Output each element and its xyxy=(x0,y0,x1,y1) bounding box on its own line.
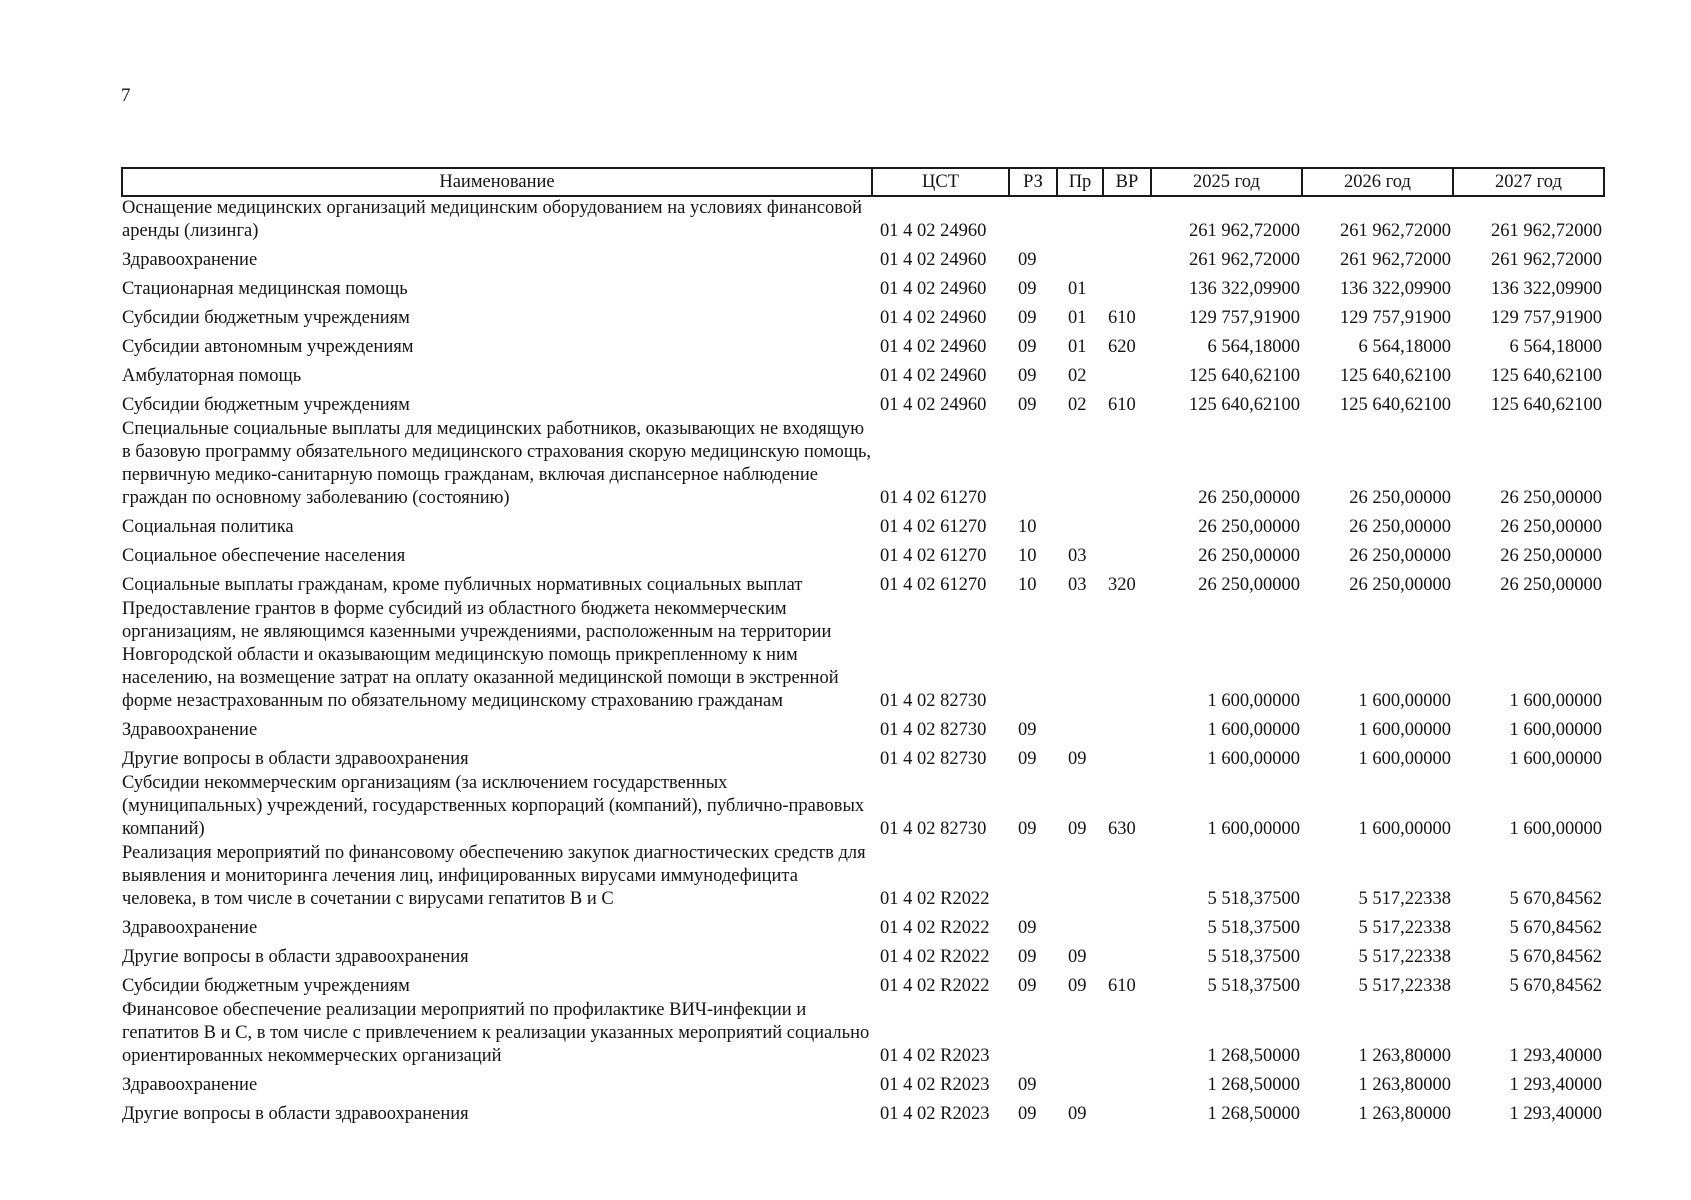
row-amount-2026: 1 263,80000 xyxy=(1358,1046,1451,1066)
row-cst: 01 4 02 61270 xyxy=(880,517,987,537)
row-vr xyxy=(1103,1098,1151,1127)
row-amount-2025: 26 250,00000 xyxy=(1198,517,1300,537)
table-row xyxy=(122,598,1604,714)
table-body xyxy=(122,196,1604,1127)
row-vr xyxy=(1103,1069,1151,1098)
row-vr xyxy=(1103,418,1151,511)
row-rz xyxy=(1009,598,1057,714)
row-rz xyxy=(1009,999,1057,1069)
row-amount-2026: 1 600,00000 xyxy=(1358,819,1451,839)
row-amount-2027: 125 640,62100 xyxy=(1491,366,1602,386)
row-amount-2026: 5 517,22338 xyxy=(1358,918,1451,938)
row-cst: 01 4 02 R2023 xyxy=(880,1075,990,1095)
row-rz: 09 xyxy=(1018,250,1037,270)
row-cst: 01 4 02 24960 xyxy=(880,250,987,270)
row-vr: 610 xyxy=(1108,395,1136,415)
row-rz: 09 xyxy=(1018,308,1037,328)
row-vr xyxy=(1103,941,1151,970)
row-cst: 01 4 02 24960 xyxy=(880,279,987,299)
row-amount-2027: 5 670,84562 xyxy=(1509,889,1602,909)
row-cst: 01 4 02 R2023 xyxy=(880,1104,990,1124)
row-amount-2026: 26 250,00000 xyxy=(1349,546,1451,566)
table-row xyxy=(122,912,1604,941)
row-vr xyxy=(1103,842,1151,912)
row-amount-2026: 1 600,00000 xyxy=(1358,720,1451,740)
row-name: Субсидии бюджетным учреждениям xyxy=(122,308,410,328)
row-amount-2026: 1 263,80000 xyxy=(1358,1104,1451,1124)
row-name: Предоставление грантов в форме субсидий из областного бюджета некоммерческим организациям, не являющимся казенными учреждениями, расположенным на территории Новгородской области и оказывающим медицинскую помощь прикрепленному к ним населению, на возмещение затрат на оплату оказанной медицинской помощи в экстренной форме незастрахованным по обязательному медицинскому страхованию гражданам xyxy=(122,599,839,711)
row-amount-2027: 1 600,00000 xyxy=(1509,691,1602,711)
row-vr: 610 xyxy=(1108,976,1136,996)
row-amount-2026: 5 517,22338 xyxy=(1358,947,1451,967)
row-pr xyxy=(1057,912,1103,941)
row-pr xyxy=(1057,999,1103,1069)
row-amount-2025: 1 600,00000 xyxy=(1207,691,1300,711)
row-pr: 01 xyxy=(1068,308,1087,328)
table-row xyxy=(122,389,1604,418)
row-amount-2026: 125 640,62100 xyxy=(1340,366,1451,386)
row-vr xyxy=(1103,360,1151,389)
row-amount-2026: 1 600,00000 xyxy=(1358,749,1451,769)
row-amount-2026: 5 517,22338 xyxy=(1358,889,1451,909)
row-pr: 01 xyxy=(1068,279,1087,299)
row-cst: 01 4 02 82730 xyxy=(880,691,987,711)
row-amount-2025: 261 962,72000 xyxy=(1189,221,1300,241)
row-rz: 10 xyxy=(1018,546,1037,566)
row-rz xyxy=(1009,418,1057,511)
row-pr: 02 xyxy=(1068,366,1087,386)
row-cst: 01 4 02 24960 xyxy=(880,366,987,386)
row-amount-2027: 5 670,84562 xyxy=(1509,976,1602,996)
row-amount-2026: 5 517,22338 xyxy=(1358,976,1451,996)
row-rz xyxy=(1009,842,1057,912)
row-pr xyxy=(1057,511,1103,540)
table-row xyxy=(122,941,1604,970)
row-name: Социальное обеспечение населения xyxy=(122,546,406,566)
row-pr: 03 xyxy=(1068,546,1087,566)
row-amount-2026: 6 564,18000 xyxy=(1358,337,1451,357)
row-amount-2025: 125 640,62100 xyxy=(1189,366,1300,386)
row-pr xyxy=(1057,244,1103,273)
row-amount-2025: 125 640,62100 xyxy=(1189,395,1300,415)
row-amount-2025: 1 600,00000 xyxy=(1207,720,1300,740)
table-row xyxy=(122,273,1604,302)
row-rz xyxy=(1009,196,1057,244)
row-vr: 620 xyxy=(1108,337,1136,357)
row-amount-2027: 125 640,62100 xyxy=(1491,395,1602,415)
row-name: Другие вопросы в области здравоохранения xyxy=(122,1104,469,1124)
row-rz: 09 xyxy=(1018,918,1037,938)
header-row xyxy=(122,168,1604,196)
row-vr xyxy=(1103,540,1151,569)
row-rz: 09 xyxy=(1018,976,1037,996)
row-vr: 630 xyxy=(1108,819,1136,839)
row-vr xyxy=(1103,273,1151,302)
row-pr xyxy=(1057,714,1103,743)
row-amount-2027: 6 564,18000 xyxy=(1509,337,1602,357)
row-amount-2026: 261 962,72000 xyxy=(1340,250,1451,270)
row-rz: 09 xyxy=(1018,1075,1037,1095)
row-rz: 09 xyxy=(1018,947,1037,967)
table-header xyxy=(122,168,1604,196)
row-name: Здравоохранение xyxy=(122,1075,258,1095)
row-amount-2027: 1 600,00000 xyxy=(1509,720,1602,740)
row-vr xyxy=(1103,511,1151,540)
row-pr xyxy=(1057,1069,1103,1098)
table-row xyxy=(122,970,1604,999)
row-name: Амбулаторная помощь xyxy=(122,366,302,386)
row-rz: 09 xyxy=(1018,720,1037,740)
header-2026: 2026 год xyxy=(1302,168,1453,196)
row-cst: 01 4 02 82730 xyxy=(880,819,987,839)
row-amount-2027: 129 757,91900 xyxy=(1491,308,1602,328)
row-amount-2027: 26 250,00000 xyxy=(1500,517,1602,537)
row-rz: 09 xyxy=(1018,819,1037,839)
row-cst: 01 4 02 24960 xyxy=(880,337,987,357)
row-cst: 01 4 02 R2022 xyxy=(880,918,990,938)
row-pr: 02 xyxy=(1068,395,1087,415)
row-name: Другие вопросы в области здравоохранения xyxy=(122,947,469,967)
table-row xyxy=(122,1069,1604,1098)
budget-table xyxy=(121,167,1605,1127)
table-row xyxy=(122,196,1604,244)
row-vr: 610 xyxy=(1108,308,1136,328)
row-amount-2027: 1 293,40000 xyxy=(1509,1104,1602,1124)
row-vr xyxy=(1103,244,1151,273)
row-amount-2026: 136 322,09900 xyxy=(1340,279,1451,299)
row-amount-2025: 1 600,00000 xyxy=(1207,749,1300,769)
row-pr: 03 xyxy=(1068,575,1087,595)
row-rz: 09 xyxy=(1018,366,1037,386)
row-amount-2027: 26 250,00000 xyxy=(1500,575,1602,595)
table-row xyxy=(122,360,1604,389)
row-amount-2026: 1 600,00000 xyxy=(1358,691,1451,711)
table-row xyxy=(122,842,1604,912)
row-vr xyxy=(1103,714,1151,743)
table-row xyxy=(122,743,1604,772)
row-amount-2027: 1 600,00000 xyxy=(1509,749,1602,769)
row-pr: 09 xyxy=(1068,819,1087,839)
row-cst: 01 4 02 24960 xyxy=(880,308,987,328)
row-vr xyxy=(1103,196,1151,244)
table-row xyxy=(122,772,1604,842)
row-amount-2025: 1 600,00000 xyxy=(1207,819,1300,839)
row-vr xyxy=(1103,999,1151,1069)
row-amount-2026: 261 962,72000 xyxy=(1340,221,1451,241)
row-pr: 09 xyxy=(1068,976,1087,996)
row-cst: 01 4 02 R2023 xyxy=(880,1046,990,1066)
row-cst: 01 4 02 61270 xyxy=(880,575,987,595)
row-amount-2025: 26 250,00000 xyxy=(1198,575,1300,595)
row-name: Субсидии автономным учреждениям xyxy=(122,337,414,357)
row-amount-2025: 1 268,50000 xyxy=(1207,1104,1300,1124)
row-pr: 09 xyxy=(1068,947,1087,967)
row-name: Здравоохранение xyxy=(122,720,258,740)
row-vr xyxy=(1103,598,1151,714)
header-2027: 2027 год xyxy=(1453,168,1604,196)
row-cst: 01 4 02 R2022 xyxy=(880,976,990,996)
row-name: Другие вопросы в области здравоохранения xyxy=(122,749,469,769)
row-amount-2026: 129 757,91900 xyxy=(1340,308,1451,328)
row-cst: 01 4 02 82730 xyxy=(880,749,987,769)
row-name: Социальные выплаты гражданам, кроме публичных нормативных социальных выплат xyxy=(122,575,803,595)
row-rz: 09 xyxy=(1018,749,1037,769)
row-rz: 09 xyxy=(1018,1104,1037,1124)
header-vr: ВР xyxy=(1103,168,1151,196)
row-amount-2025: 6 564,18000 xyxy=(1207,337,1300,357)
header-name: Наименование xyxy=(122,168,872,196)
row-amount-2025: 5 518,37500 xyxy=(1207,947,1300,967)
row-rz: 10 xyxy=(1018,517,1037,537)
row-amount-2025: 26 250,00000 xyxy=(1198,546,1300,566)
row-rz: 09 xyxy=(1018,395,1037,415)
table-row xyxy=(122,999,1604,1069)
header-pr: Пр xyxy=(1057,168,1103,196)
row-name: Стационарная медицинская помощь xyxy=(122,279,408,299)
row-amount-2025: 5 518,37500 xyxy=(1207,889,1300,909)
table-row xyxy=(122,302,1604,331)
row-pr: 09 xyxy=(1068,1104,1087,1124)
row-name: Финансовое обеспечение реализации мероприятий по профилактике ВИЧ-инфекции и гепатитов В и С, в том числе с привлечением к реализации указанных мероприятий социально ориентированных некоммерческих организаций xyxy=(122,1000,870,1066)
table-row xyxy=(122,244,1604,273)
table-row xyxy=(122,418,1604,511)
row-amount-2026: 26 250,00000 xyxy=(1349,575,1451,595)
row-amount-2027: 261 962,72000 xyxy=(1491,250,1602,270)
row-amount-2025: 1 268,50000 xyxy=(1207,1075,1300,1095)
row-name: Оснащение медицинских организаций медицинским оборудованием на условиях финансовой аренды (лизинга) xyxy=(122,198,863,241)
header-2025: 2025 год xyxy=(1151,168,1302,196)
row-amount-2027: 5 670,84562 xyxy=(1509,918,1602,938)
row-name: Здравоохранение xyxy=(122,250,258,270)
row-rz: 10 xyxy=(1018,575,1037,595)
row-amount-2027: 261 962,72000 xyxy=(1491,221,1602,241)
row-vr: 320 xyxy=(1108,575,1136,595)
row-pr xyxy=(1057,842,1103,912)
row-name: Субсидии бюджетным учреждениям xyxy=(122,395,410,415)
row-amount-2025: 1 268,50000 xyxy=(1207,1046,1300,1066)
row-cst: 01 4 02 61270 xyxy=(880,488,987,508)
header-cst: ЦСТ xyxy=(872,168,1009,196)
row-cst: 01 4 02 24960 xyxy=(880,395,987,415)
table-row xyxy=(122,511,1604,540)
table-row xyxy=(122,331,1604,360)
row-amount-2027: 1 600,00000 xyxy=(1509,819,1602,839)
row-pr xyxy=(1057,598,1103,714)
row-amount-2027: 5 670,84562 xyxy=(1509,947,1602,967)
row-cst: 01 4 02 R2022 xyxy=(880,889,990,909)
row-amount-2025: 136 322,09900 xyxy=(1189,279,1300,299)
row-amount-2025: 261 962,72000 xyxy=(1189,250,1300,270)
row-amount-2027: 26 250,00000 xyxy=(1500,488,1602,508)
row-amount-2025: 5 518,37500 xyxy=(1207,918,1300,938)
row-amount-2027: 136 322,09900 xyxy=(1491,279,1602,299)
row-amount-2026: 26 250,00000 xyxy=(1349,517,1451,537)
row-amount-2027: 1 293,40000 xyxy=(1509,1046,1602,1066)
page-number: 7 xyxy=(121,85,131,106)
row-pr xyxy=(1057,196,1103,244)
row-name: Специальные социальные выплаты для медицинских работников, оказывающих не входящую в базовую программу обязательного медицинского страхования скорую медицинскую помощь, первичную медико-санитарную помощь гражданам, включая диспансерное наблюдение граждан по основному заболеванию (состоянию) xyxy=(122,419,872,508)
row-cst: 01 4 02 24960 xyxy=(880,221,987,241)
row-amount-2027: 26 250,00000 xyxy=(1500,546,1602,566)
row-cst: 01 4 02 82730 xyxy=(880,720,987,740)
row-amount-2025: 5 518,37500 xyxy=(1207,976,1300,996)
table-row xyxy=(122,540,1604,569)
header-rz: РЗ xyxy=(1009,168,1057,196)
row-name: Субсидии некоммерческим организациям (за исключением государственных (муниципальных) учреждений, государственных корпораций (компаний), публично-правовых компаний) xyxy=(122,773,865,839)
row-cst: 01 4 02 R2022 xyxy=(880,947,990,967)
row-pr xyxy=(1057,418,1103,511)
row-name: Социальная политика xyxy=(122,517,294,537)
row-amount-2026: 26 250,00000 xyxy=(1349,488,1451,508)
row-pr: 01 xyxy=(1068,337,1087,357)
row-amount-2025: 129 757,91900 xyxy=(1189,308,1300,328)
row-name: Реализация мероприятий по финансовому обеспечению закупок диагностических средств для выявления и мониторинга лечения лиц, инфицированных вирусами иммунодефицита человека, в том числе в сочетании с вирусами гепатитов В и С xyxy=(122,843,866,909)
row-amount-2026: 1 263,80000 xyxy=(1358,1075,1451,1095)
row-vr xyxy=(1103,912,1151,941)
table-row xyxy=(122,714,1604,743)
table-row xyxy=(122,1098,1604,1127)
row-amount-2026: 125 640,62100 xyxy=(1340,395,1451,415)
row-name: Здравоохранение xyxy=(122,918,258,938)
row-vr xyxy=(1103,743,1151,772)
row-cst: 01 4 02 61270 xyxy=(880,546,987,566)
row-amount-2025: 26 250,00000 xyxy=(1198,488,1300,508)
row-rz: 09 xyxy=(1018,279,1037,299)
table-row xyxy=(122,569,1604,598)
row-amount-2027: 1 293,40000 xyxy=(1509,1075,1602,1095)
row-name: Субсидии бюджетным учреждениям xyxy=(122,976,410,996)
row-pr: 09 xyxy=(1068,749,1087,769)
row-rz: 09 xyxy=(1018,337,1037,357)
